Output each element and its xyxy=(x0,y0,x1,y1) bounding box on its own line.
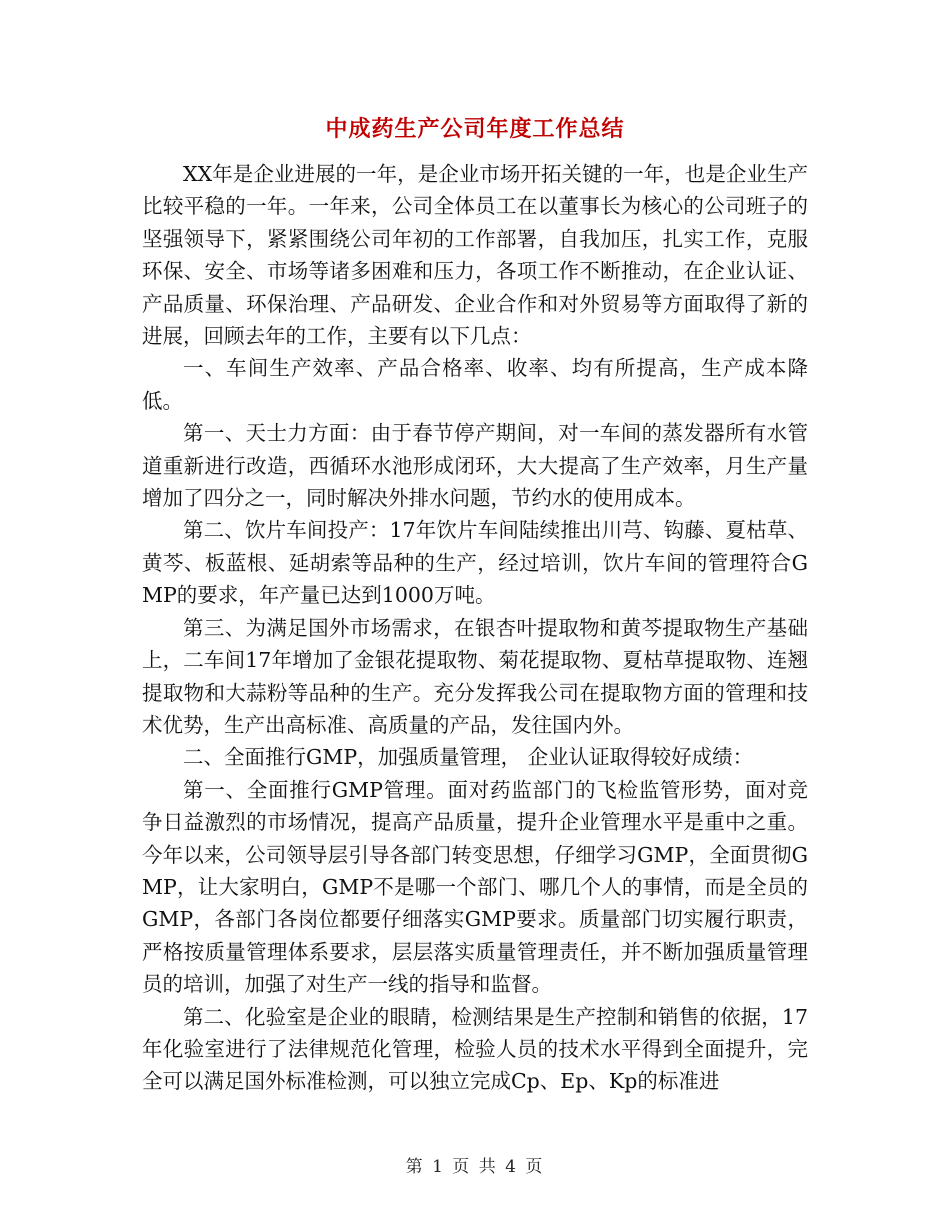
document-title: 中成药生产公司年度工作总结 xyxy=(325,117,625,142)
paragraph-extracts: 第三、为满足国外市场需求，在银杏叶提取物和黄芩提取物生产基础上，二车间17年增加了金银花提取物、菊花提取物、夏枯草提取物、连翘提取物和大蒜粉等品种的生产。充分发挥我公司在提取物方面的管理和技术优势，生产出高标准、高质量的产品，发往国内外。 xyxy=(142,615,808,737)
paragraph-intro: XX年是企业进展的一年，是企业市场开拓关键的一年，也是企业生产比较平稳的一年。一年来，公司全体员工在以董事长为核心的公司班子的坚强领导下，紧紧围绕公司年初的工作部署，自我加压，扎实工作，克服环保、安全、市场等诸多困难和压力，各项工作不断推动，在企业认证、产品质量、环保治理、产品研发、企业合作和对外贸易等方面取得了新的进展，回顾去年的工作，主要有以下几点： xyxy=(142,162,808,349)
document-body xyxy=(142,158,808,1098)
paragraph-tasly: 第一、天士力方面：由于春节停产期间，对一车间的蒸发器所有水管道重新进行改造，西循环水池形成闭环，大大提高了生产效率，月生产量增加了四分之一，同时解决外排水问题，节约水的使用成本。 xyxy=(142,421,808,511)
page-number-footer: 第 1 页 共 4 页 xyxy=(405,1157,545,1177)
section-heading-production: 一、车间生产效率、产品合格率、收率、均有所提高，生产成本降低。 xyxy=(142,356,808,413)
paragraph-gmp-management: 第一、全面推行GMP管理。面对药监部门的飞检监管形势，面对竞争日益激烈的市场情况，提高产品质量，提升企业管理水平是重中之重。今年以来，公司领导层引导各部门转变思想，仔细学习GMP，全面贯彻GMP，让大家明白，GMP不是哪一个部门、哪几个人的事情，而是全员的GMP，各部门各岗位都要仔细落实GMP要求。质量部门切实履行职责，严格按质量管理体系要求，层层落实质量管理责任，并不断加强质量管理员的培训，加强了对生产一线的指导和监督。 xyxy=(142,777,808,997)
paragraph-laboratory: 第二、化验室是企业的眼睛，检测结果是生产控制和销售的依据，17年化验室进行了法律规范化管理，检验人员的技术水平得到全面提升，完全可以满足国外标准检测，可以独立完成Cp、Ep、Kp的标准进 xyxy=(142,1004,808,1094)
paragraph-decoction-pieces: 第二、饮片车间投产：17年饮片车间陆续推出川芎、钩藤、夏枯草、黄芩、板蓝根、延胡索等品种的生产，经过培训，饮片车间的管理符合GMP的要求，年产量已达到1000万吨。 xyxy=(142,518,808,608)
section-heading-gmp: 二、全面推行GMP，加强质量管理， 企业认证取得较好成绩： xyxy=(183,745,754,770)
